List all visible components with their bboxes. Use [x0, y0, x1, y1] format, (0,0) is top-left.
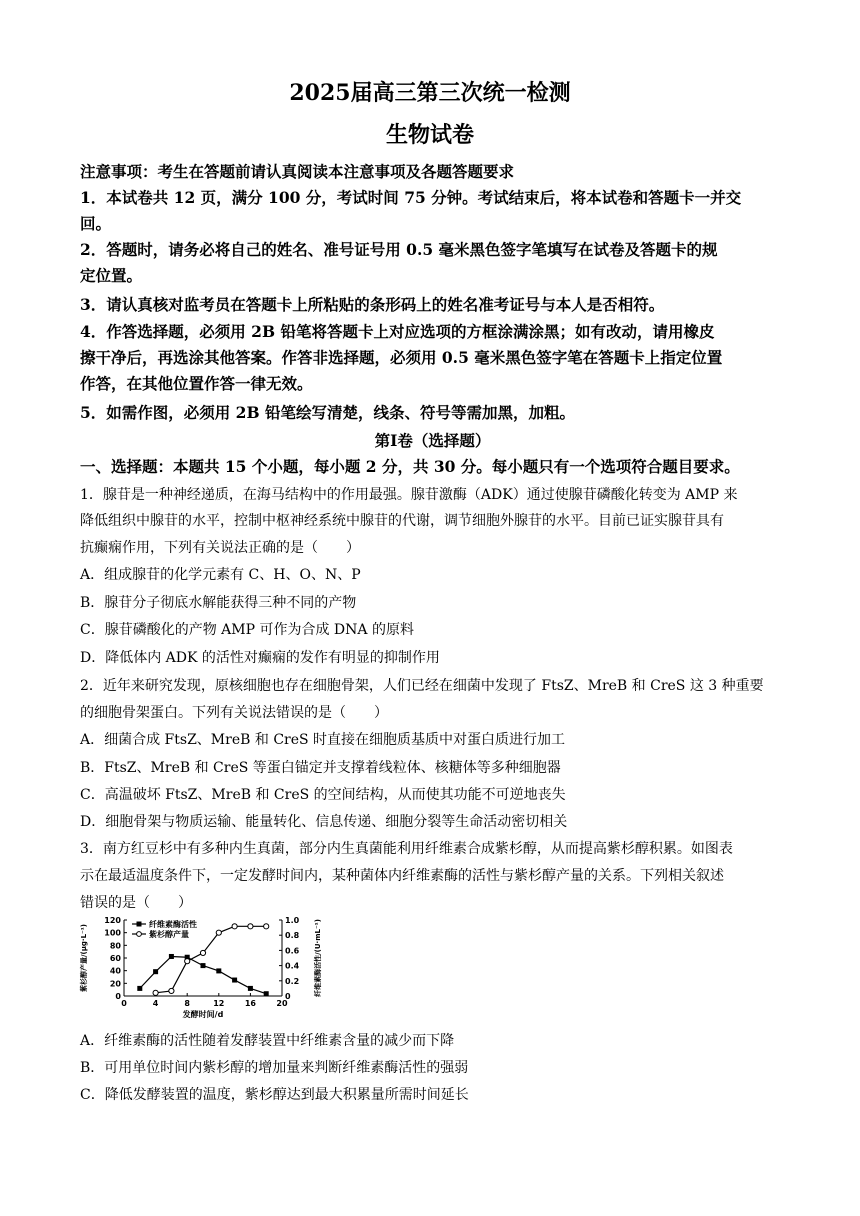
series-line-1 — [140, 956, 266, 993]
question-stem: 2．近年来研究发现，原核细胞也存在细胞骨架，人们已经在细菌中发现了 FtsZ、MreB 和 CreS 这 3 种重要 — [80, 678, 764, 694]
y-right-tick-label: 0.6 — [285, 946, 300, 956]
x-tick-label: 20 — [276, 999, 288, 1008]
question-stem: 抗癫痫作用，下列有关说法正确的是（ ） — [80, 540, 360, 556]
data-point-circle — [153, 990, 158, 995]
data-point-circle — [169, 988, 174, 993]
data-point-square — [216, 968, 221, 973]
data-point-square — [153, 969, 158, 974]
data-point-circle — [232, 924, 237, 929]
notice-line: 作答，在其他位置作答一律无效。 — [80, 374, 313, 393]
y-right-axis-label: 纤维素酶活性/(U·mL⁻¹) — [314, 919, 322, 997]
x-tick-label: 4 — [152, 999, 159, 1008]
option-b: B．腺苷分子彻底水解能获得三种不同的产物 — [80, 595, 357, 611]
data-point-square — [248, 986, 253, 991]
y-left-tick-label: 20 — [109, 979, 121, 989]
data-point-square — [232, 978, 237, 983]
section-instruction: 一、选择题：本题共 15 个小题，每小题 2 分，共 30 分。每小题只有一个选项符合题目要求。 — [80, 457, 740, 476]
x-tick-label: 0 — [121, 999, 127, 1008]
x-tick-label: 8 — [184, 999, 190, 1008]
option-d: D．降低体内 ADK 的活性对癫痫的发作有明显的抑制作用 — [80, 650, 440, 666]
option-b: B．可用单位时间内紫杉醇的增加量来判断纤维素酶活性的强弱 — [80, 1060, 469, 1076]
question-stem: 的细胞骨架蛋白。下列有关说法错误的是（ ） — [80, 705, 388, 721]
legend-label: 紫杉醇产量 — [149, 930, 189, 939]
x-tick-label: 12 — [213, 999, 225, 1008]
y-left-axis-label: 紫杉醇产量/(μg·L⁻¹) — [80, 924, 88, 992]
y-right-tick-label: 1.0 — [285, 916, 300, 925]
y-right-tick-label: 0 — [285, 992, 291, 1001]
data-point-circle — [248, 924, 253, 929]
question-stem: 1．腺苷是一种神经递质，在海马结构中的作用最强。腺苷激酶（ADK）通过使腺苷磷酸化转变为 AMP 来 — [80, 487, 738, 503]
y-right-tick-label: 0.2 — [285, 976, 300, 986]
notice-line: 5．如需作图，必须用 2B 铅笔绘写清楚，线条、符号等需加黑，加粗。 — [80, 403, 575, 422]
volume-heading: 第Ⅰ卷（选择题） — [374, 431, 491, 450]
data-point-square — [137, 986, 142, 991]
y-right-tick-label: 0.8 — [285, 931, 300, 941]
option-a: A．纤维素酶的活性随着发酵装置中纤维素含量的减少而下降 — [80, 1033, 455, 1049]
option-c: C．降低发酵装置的温度，紫杉醇达到最大积累量所需时间延长 — [80, 1087, 469, 1103]
enzyme-taxol-chart — [72, 912, 342, 1022]
data-point-circle — [216, 930, 221, 935]
notice-line: 1．本试卷共 12 页，满分 100 分，考试时间 75 分钟。考试结束后，将本试卷和答题卡一并交 — [80, 188, 742, 207]
y-left-tick-label: 120 — [104, 916, 121, 925]
y-left-tick-label: 0 — [115, 992, 121, 1001]
notice-line: 2．答题时，请务必将自己的姓名、准号证号用 0.5 毫米黑色签字笔填写在试卷及答题卡的规 — [80, 240, 718, 259]
exam-subject: 生物试卷 — [385, 122, 474, 148]
notice-heading: 注意事项：考生在答题前请认真阅读本注意事项及各题答题要求 — [80, 162, 515, 181]
question-stem: 示在最适温度条件下，一定发酵时间内，某种菌体内纤维素酶的活性与紫杉醇产量的关系。下列相关叙述 — [80, 868, 724, 884]
data-point-square — [201, 963, 206, 968]
option-a: A．细菌合成 FtsZ、MreB 和 CreS 时直接在细胞质基质中对蛋白质进行加工 — [80, 732, 566, 748]
notice-line: 4．作答选择题，必须用 2B 铅笔将答题卡上对应选项的方框涂满涂黑；如有改动，请用橡皮 — [80, 322, 715, 341]
data-point-circle — [185, 959, 190, 964]
option-c: C．高温破坏 FtsZ、MreB 和 CreS 的空间结构，从而使其功能不可逆地丧失 — [80, 787, 566, 803]
notice-line: 定位置。 — [80, 266, 143, 285]
x-tick-label: 16 — [244, 999, 256, 1008]
notice-line: 回。 — [80, 214, 112, 233]
option-b: B．FtsZ、MreB 和 CreS 等蛋白锚定并支撑着线粒体、核糖体等多种细胞器 — [80, 760, 561, 776]
notice-line: 3．请认真核对监考员在答题卡上所粘贴的条形码上的姓名准考证号与本人是否相符。 — [80, 295, 665, 314]
legend-label: 纤维素酶活性 — [149, 920, 197, 929]
y-left-tick-label: 80 — [109, 941, 121, 951]
exam-title: 2025届高三第三次统一检测 — [289, 80, 571, 106]
question-stem: 错误的是（ ） — [80, 895, 192, 911]
legend-marker-square — [137, 922, 142, 927]
y-right-tick-label: 0.4 — [285, 961, 300, 971]
question-stem: 降低组织中腺苷的水平，控制中枢神经系统中腺苷的代谢，调节细胞外腺苷的水平。目前已证实腺苷具有 — [80, 513, 724, 529]
question-stem: 3．南方红豆杉中有多种内生真菌，部分内生真菌能利用纤维素合成紫杉醇，从而提高紫杉醇积累。如图表 — [80, 841, 733, 857]
y-left-tick-label: 40 — [109, 966, 121, 976]
option-d: D．细胞骨架与物质运输、能量转化、信息传递、细胞分裂等生命活动密切相关 — [80, 814, 568, 830]
y-left-tick-label: 100 — [104, 928, 121, 938]
data-point-square — [264, 991, 269, 996]
notice-line: 擦干净后，再选涂其他答案。作答非选择题，必须用 0.5 毫米黑色签字笔在答题卡上指定位置 — [80, 348, 723, 367]
data-point-square — [169, 954, 174, 959]
option-a: A．组成腺苷的化学元素有 C、H、O、N、P — [80, 567, 361, 583]
y-left-tick-label: 60 — [109, 954, 121, 963]
legend-marker-circle — [137, 932, 142, 937]
option-c: C．腺苷磷酸化的产物 AMP 可作为合成 DNA 的原料 — [80, 622, 414, 638]
data-point-circle — [264, 924, 269, 929]
x-axis-label: 发酵时间/d — [182, 1010, 224, 1019]
data-point-circle — [200, 950, 205, 955]
